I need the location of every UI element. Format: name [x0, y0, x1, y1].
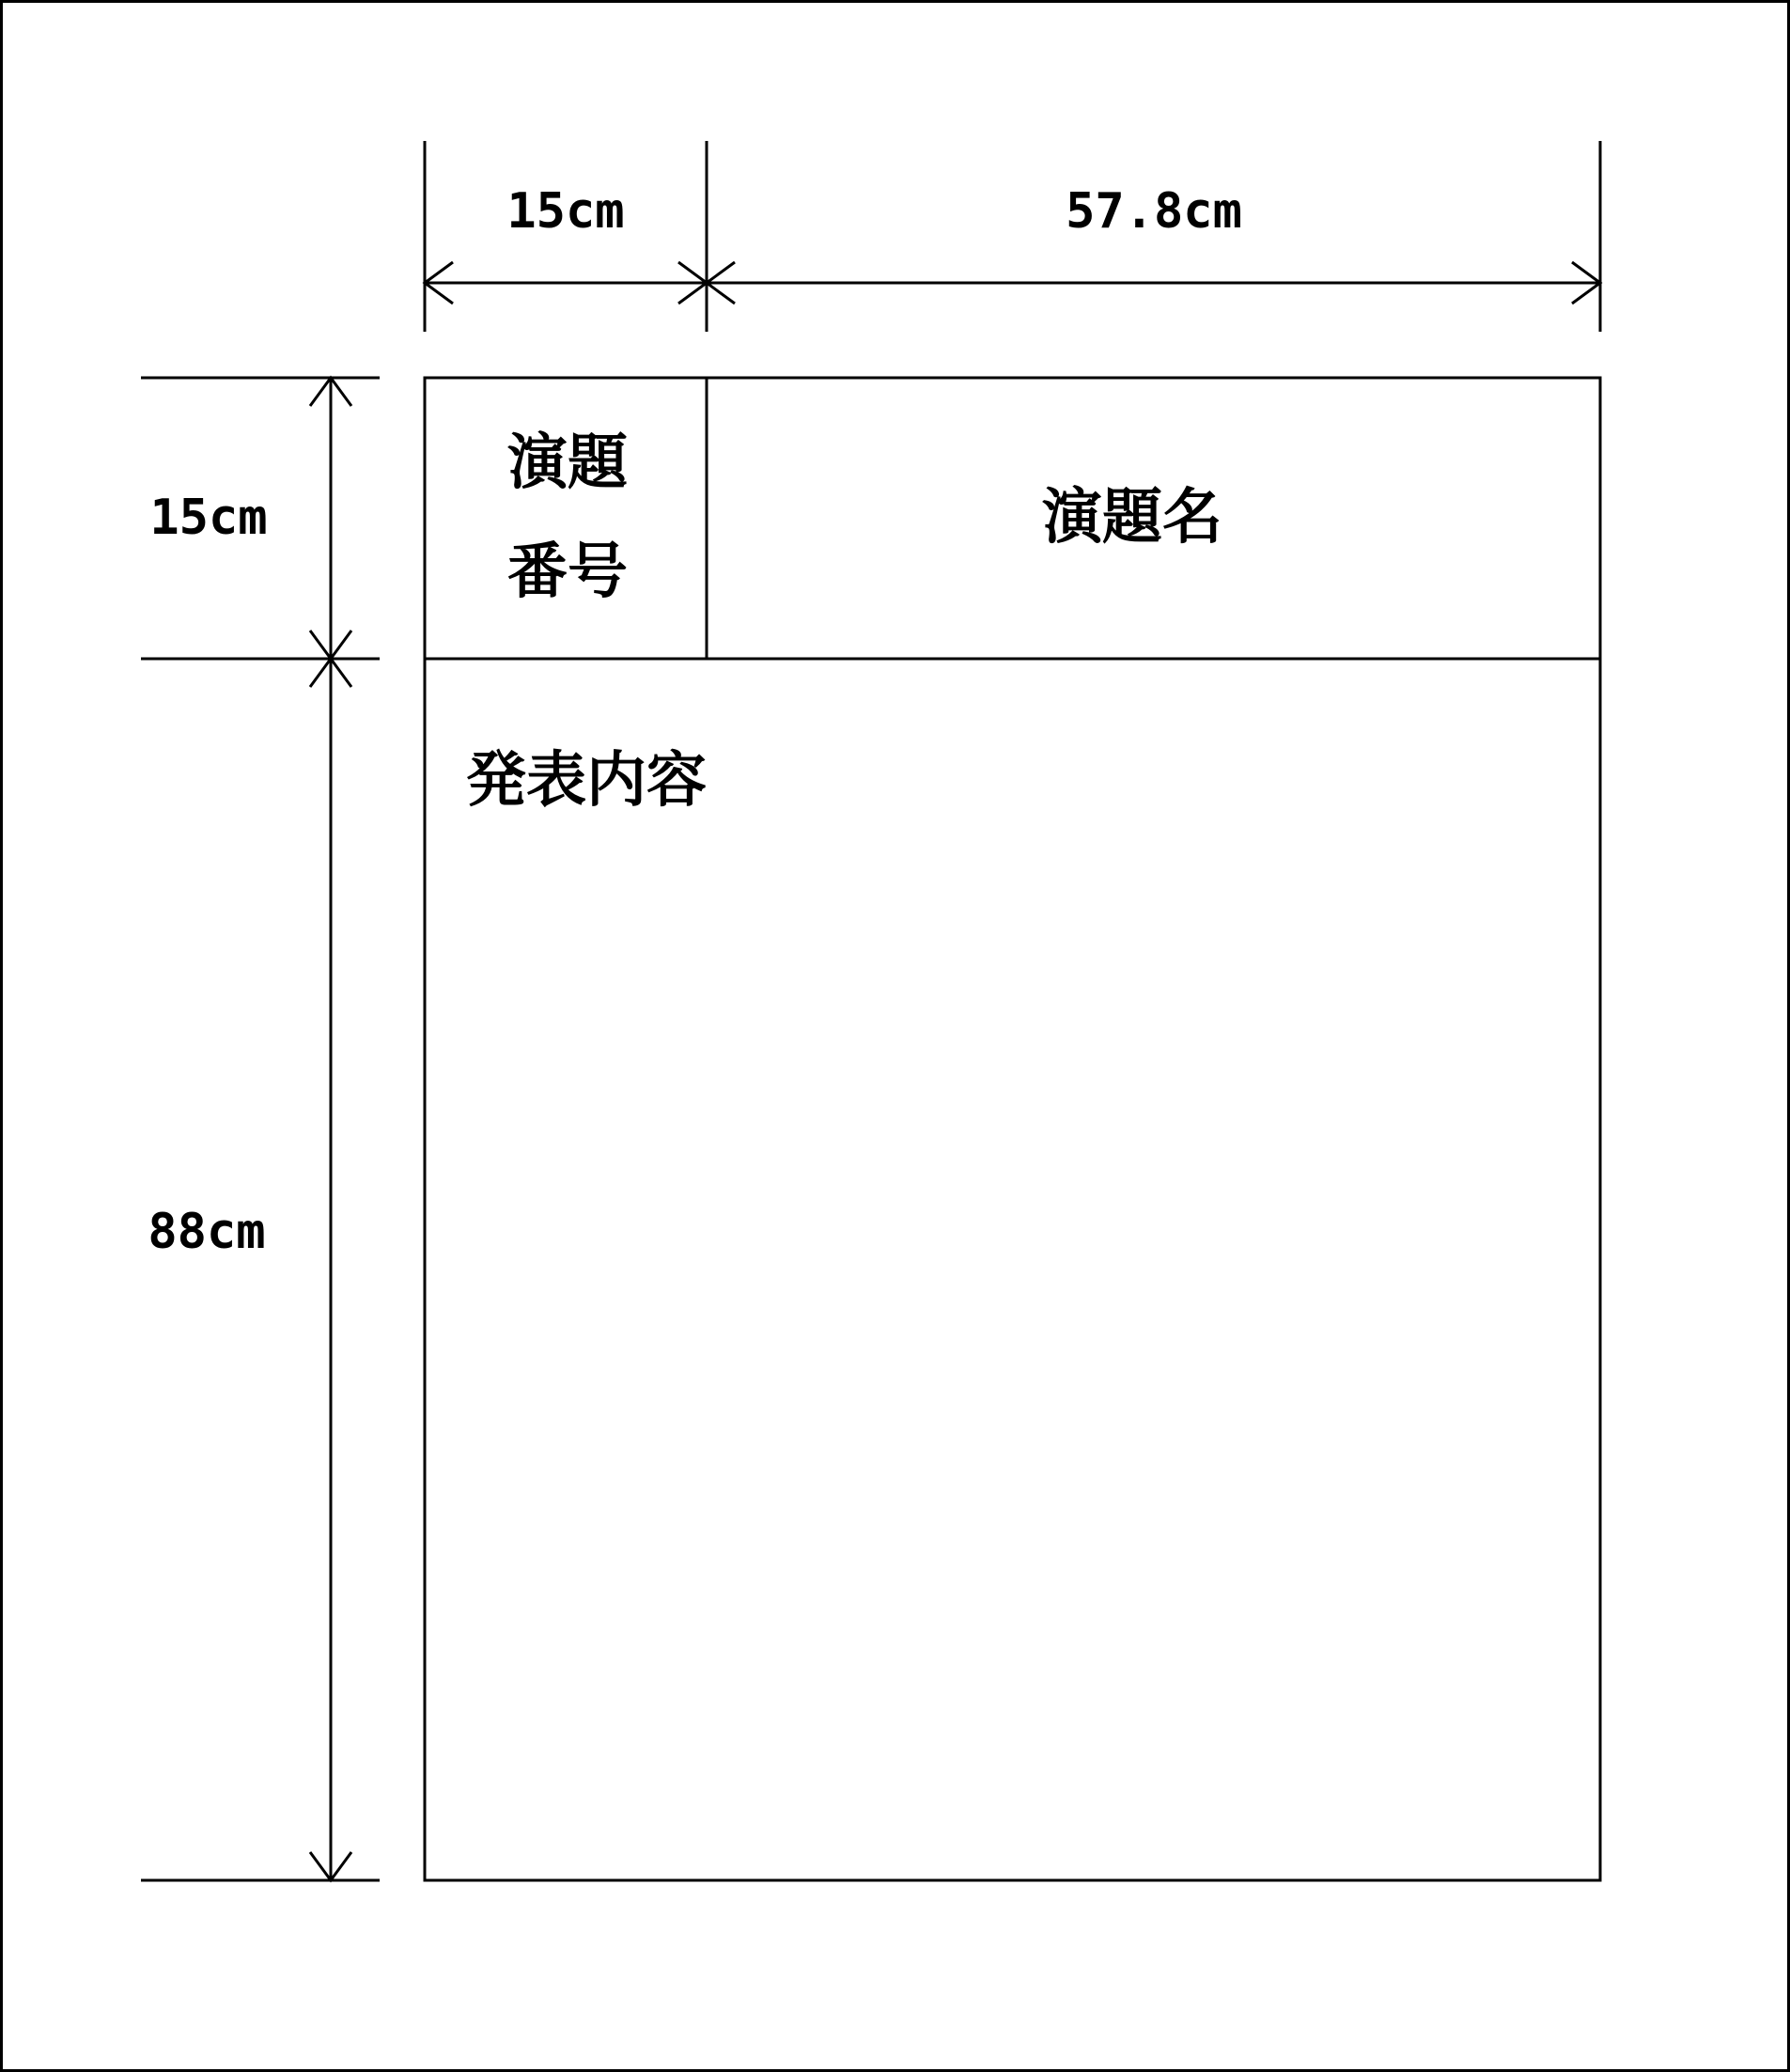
- body-content-label: 発表内容: [466, 746, 707, 816]
- number-cell-label-line2: 番号: [507, 537, 628, 607]
- dim-label-body-height: 88cm: [148, 1204, 266, 1260]
- title-cell-label: 演題名: [1042, 483, 1222, 553]
- poster-panel: [425, 378, 1600, 1880]
- left-dimension: [141, 378, 380, 1880]
- top-dimension: [425, 141, 1600, 332]
- number-cell-label-line1: 演題: [507, 428, 628, 498]
- dim-label-header-height: 15cm: [149, 490, 268, 546]
- dim-label-title-width: 57.8cm: [1066, 183, 1242, 240]
- dim-label-number-width: 15cm: [506, 183, 625, 240]
